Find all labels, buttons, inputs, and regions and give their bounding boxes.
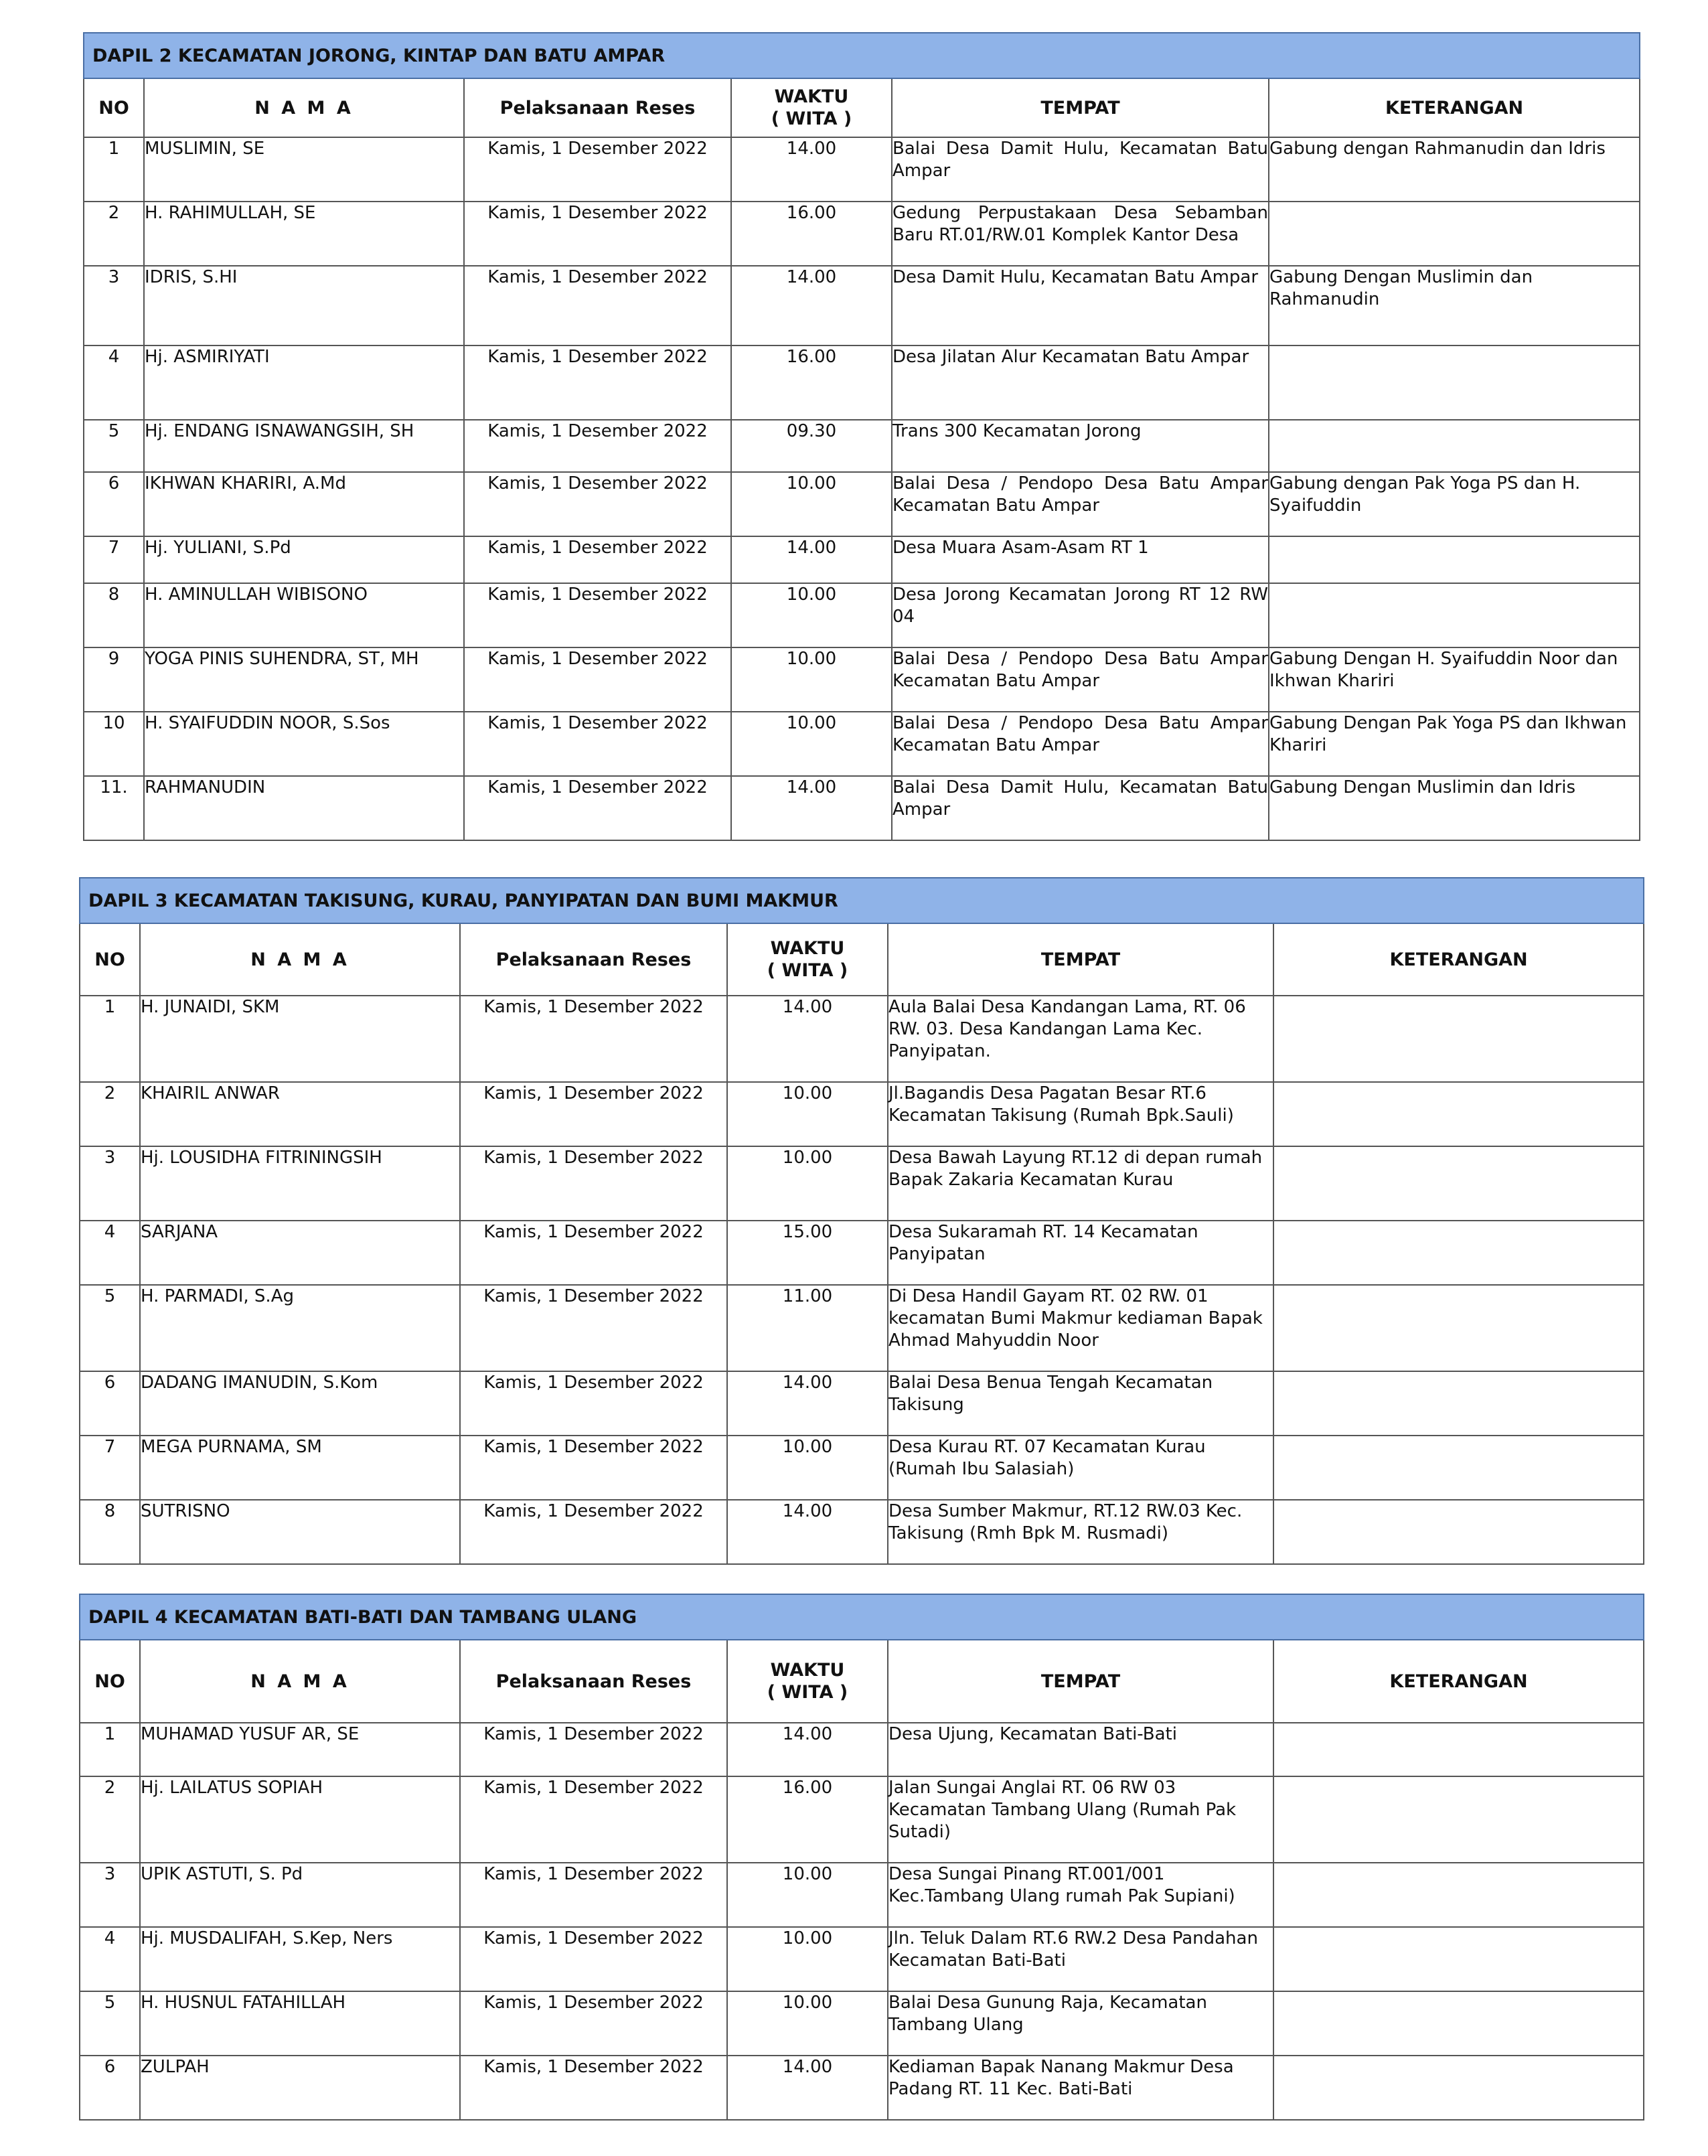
waktu-header-line2: ( WITA ) <box>771 108 852 129</box>
row-pelaksanaan: Kamis, 1 Desember 2022 <box>460 1082 727 1146</box>
row-no: 1 <box>80 996 140 1082</box>
row-nama: MUHAMAD YUSUF AR, SE <box>140 1723 460 1776</box>
row-tempat: Jln. Teluk Dalam RT.6 RW.2 Desa Pandahan Kecamatan Bati-Bati <box>888 1927 1273 1991</box>
row-nama: IDRIS, S.HI <box>144 266 464 345</box>
row-pelaksanaan: Kamis, 1 Desember 2022 <box>460 1776 727 1863</box>
row-nama: Hj. LOUSIDHA FITRININGSIH <box>140 1146 460 1221</box>
table-row <box>84 202 1640 266</box>
row-no: 6 <box>80 2056 140 2120</box>
table-row <box>84 420 1640 472</box>
row-pelaksanaan: Kamis, 1 Desember 2022 <box>460 1723 727 1776</box>
row-keterangan <box>1273 1723 1644 1776</box>
row-tempat: Desa Sukaramah RT. 14 Kecamatan Panyipatan <box>888 1221 1273 1285</box>
col-nama-header: N A M A <box>144 78 464 137</box>
dapil3-header-row <box>80 923 1644 996</box>
row-waktu: 10.00 <box>731 583 892 647</box>
table-row <box>80 1146 1644 1221</box>
table-row <box>80 1221 1644 1285</box>
waktu-header-line1: WAKTU <box>770 938 845 959</box>
row-keterangan: Gabung Dengan Muslimin dan Rahmanudin <box>1269 266 1640 345</box>
row-pelaksanaan: Kamis, 1 Desember 2022 <box>464 583 731 647</box>
col-pelaksanaan-header: Pelaksanaan Reses <box>464 78 731 137</box>
row-no: 4 <box>80 1927 140 1991</box>
table-row <box>84 266 1640 345</box>
row-pelaksanaan: Kamis, 1 Desember 2022 <box>460 1500 727 1564</box>
row-keterangan <box>1273 1285 1644 1371</box>
table-row <box>80 1082 1644 1146</box>
row-waktu: 10.00 <box>727 1863 888 1927</box>
dapil4-table <box>79 1594 1644 2121</box>
table-row <box>80 1285 1644 1371</box>
row-pelaksanaan: Kamis, 1 Desember 2022 <box>464 472 731 536</box>
row-tempat: Balai Desa / Pendopo Desa Batu Ampar Kecamatan Batu Ampar <box>892 472 1269 536</box>
row-pelaksanaan: Kamis, 1 Desember 2022 <box>464 202 731 266</box>
row-keterangan <box>1273 1776 1644 1863</box>
row-no: 4 <box>84 345 144 420</box>
row-tempat: Balai Desa Benua Tengah Kecamatan Takisung <box>888 1371 1273 1436</box>
row-waktu: 10.00 <box>727 1436 888 1500</box>
table-row <box>80 1776 1644 1863</box>
row-waktu: 14.00 <box>727 2056 888 2120</box>
row-waktu: 14.00 <box>731 266 892 345</box>
row-nama: SARJANA <box>140 1221 460 1285</box>
col-no-header: NO <box>80 923 140 996</box>
row-pelaksanaan: Kamis, 1 Desember 2022 <box>460 996 727 1082</box>
row-keterangan <box>1273 996 1644 1082</box>
row-pelaksanaan: Kamis, 1 Desember 2022 <box>460 1146 727 1221</box>
col-tempat-header: TEMPAT <box>892 78 1269 137</box>
row-nama: KHAIRIL ANWAR <box>140 1082 460 1146</box>
row-waktu: 14.00 <box>731 536 892 583</box>
row-nama: UPIK ASTUTI, S. Pd <box>140 1863 460 1927</box>
col-keterangan-header: KETERANGAN <box>1273 923 1644 996</box>
row-keterangan <box>1273 1436 1644 1500</box>
row-keterangan <box>1273 1991 1644 2056</box>
row-pelaksanaan: Kamis, 1 Desember 2022 <box>464 647 731 712</box>
row-keterangan: Gabung Dengan H. Syaifuddin Noor dan Ikhwan Khariri <box>1269 647 1640 712</box>
row-nama: RAHMANUDIN <box>144 776 464 840</box>
row-waktu: 16.00 <box>731 202 892 266</box>
row-nama: H. SYAIFUDDIN NOOR, S.Sos <box>144 712 464 776</box>
row-tempat: Balai Desa Damit Hulu, Kecamatan Batu Ampar <box>892 137 1269 202</box>
row-waktu: 14.00 <box>731 137 892 202</box>
table-row <box>80 1927 1644 1991</box>
col-tempat-header: TEMPAT <box>888 923 1273 996</box>
col-keterangan-header: KETERANGAN <box>1269 78 1640 137</box>
row-waktu: 10.00 <box>727 1927 888 1991</box>
table-row <box>80 1436 1644 1500</box>
row-nama: Hj. YULIANI, S.Pd <box>144 536 464 583</box>
row-keterangan <box>1273 1500 1644 1564</box>
row-tempat: Desa Kurau RT. 07 Kecamatan Kurau (Rumah Ibu Salasiah) <box>888 1436 1273 1500</box>
table-row <box>80 2056 1644 2120</box>
row-pelaksanaan: Kamis, 1 Desember 2022 <box>460 1927 727 1991</box>
dapil3-table <box>79 877 1644 1565</box>
row-tempat: Desa Sumber Makmur, RT.12 RW.03 Kec. Takisung (Rmh Bpk M. Rusmadi) <box>888 1500 1273 1564</box>
table-row <box>80 996 1644 1082</box>
row-nama: ZULPAH <box>140 2056 460 2120</box>
row-no: 5 <box>84 420 144 472</box>
row-tempat: Balai Desa Gunung Raja, Kecamatan Tambang Ulang <box>888 1991 1273 2056</box>
row-waktu: 15.00 <box>727 1221 888 1285</box>
table-row <box>84 345 1640 420</box>
col-tempat-header: TEMPAT <box>888 1640 1273 1723</box>
row-waktu: 14.00 <box>727 1500 888 1564</box>
row-keterangan <box>1273 2056 1644 2120</box>
row-nama: MEGA PURNAMA, SM <box>140 1436 460 1500</box>
row-no: 10 <box>84 712 144 776</box>
row-nama: MUSLIMIN, SE <box>144 137 464 202</box>
col-waktu-header <box>731 78 892 137</box>
row-waktu: 14.00 <box>731 776 892 840</box>
row-tempat: Balai Desa / Pendopo Desa Batu Ampar Kecamatan Batu Ampar <box>892 647 1269 712</box>
row-waktu: 16.00 <box>731 345 892 420</box>
table-row <box>84 536 1640 583</box>
row-waktu: 10.00 <box>727 1146 888 1221</box>
row-nama: IKHWAN KHARIRI, A.Md <box>144 472 464 536</box>
row-tempat: Desa Sungai Pinang RT.001/001 Kec.Tambang Ulang rumah Pak Supiani) <box>888 1863 1273 1927</box>
waktu-header-line2: ( WITA ) <box>767 960 848 981</box>
row-nama: Hj. LAILATUS SOPIAH <box>140 1776 460 1863</box>
row-tempat: Desa Jorong Kecamatan Jorong RT 12 RW 04 <box>892 583 1269 647</box>
row-waktu: 14.00 <box>727 1723 888 1776</box>
row-pelaksanaan: Kamis, 1 Desember 2022 <box>464 776 731 840</box>
row-keterangan <box>1273 1927 1644 1991</box>
table-row <box>80 1500 1644 1564</box>
row-keterangan <box>1269 583 1640 647</box>
row-no: 1 <box>84 137 144 202</box>
row-no: 8 <box>80 1500 140 1564</box>
row-pelaksanaan: Kamis, 1 Desember 2022 <box>464 345 731 420</box>
row-pelaksanaan: Kamis, 1 Desember 2022 <box>460 1436 727 1500</box>
table-row <box>84 583 1640 647</box>
col-keterangan-header: KETERANGAN <box>1273 1640 1644 1723</box>
row-no: 1 <box>80 1723 140 1776</box>
row-no: 11. <box>84 776 144 840</box>
table-row <box>84 647 1640 712</box>
row-no: 6 <box>80 1371 140 1436</box>
waktu-header-line2: ( WITA ) <box>767 1682 848 1703</box>
col-waktu-header <box>727 923 888 996</box>
row-keterangan <box>1273 1082 1644 1146</box>
row-tempat: Di Desa Handil Gayam RT. 02 RW. 01 kecamatan Bumi Makmur kediaman Bapak Ahmad Mahyuddin Noor <box>888 1285 1273 1371</box>
table-row <box>80 1991 1644 2056</box>
table-row <box>84 472 1640 536</box>
row-tempat: Balai Desa Damit Hulu, Kecamatan Batu Ampar <box>892 776 1269 840</box>
row-no: 9 <box>84 647 144 712</box>
row-keterangan <box>1273 1146 1644 1221</box>
row-tempat: Aula Balai Desa Kandangan Lama, RT. 06 RW. 03. Desa Kandangan Lama Kec. Panyipatan. <box>888 996 1273 1082</box>
table-row <box>84 776 1640 840</box>
row-nama: H. AMINULLAH WIBISONO <box>144 583 464 647</box>
row-nama: Hj. ASMIRIYATI <box>144 345 464 420</box>
row-waktu: 10.00 <box>731 712 892 776</box>
row-keterangan <box>1269 420 1640 472</box>
row-keterangan <box>1273 1221 1644 1285</box>
row-no: 7 <box>84 536 144 583</box>
dapil2-title: DAPIL 2 KECAMATAN JORONG, KINTAP DAN BATU AMPAR <box>84 33 1640 78</box>
row-keterangan: Gabung dengan Pak Yoga PS dan H. Syaifuddin <box>1269 472 1640 536</box>
row-no: 8 <box>84 583 144 647</box>
dapil3-title: DAPIL 3 KECAMATAN TAKISUNG, KURAU, PANYIPATAN DAN BUMI MAKMUR <box>80 878 1644 923</box>
row-pelaksanaan: Kamis, 1 Desember 2022 <box>464 712 731 776</box>
col-no-header: NO <box>80 1640 140 1723</box>
row-waktu: 14.00 <box>727 1371 888 1436</box>
row-pelaksanaan: Kamis, 1 Desember 2022 <box>460 1991 727 2056</box>
row-pelaksanaan: Kamis, 1 Desember 2022 <box>460 2056 727 2120</box>
row-nama: YOGA PINIS SUHENDRA, ST, MH <box>144 647 464 712</box>
row-keterangan <box>1273 1371 1644 1436</box>
row-tempat: Desa Ujung, Kecamatan Bati-Bati <box>888 1723 1273 1776</box>
row-nama: DADANG IMANUDIN, S.Kom <box>140 1371 460 1436</box>
row-pelaksanaan: Kamis, 1 Desember 2022 <box>460 1221 727 1285</box>
row-pelaksanaan: Kamis, 1 Desember 2022 <box>460 1863 727 1927</box>
dapil2-table <box>83 32 1640 841</box>
dapil4-header-row <box>80 1640 1644 1723</box>
dapil4-title: DAPIL 4 KECAMATAN BATI-BATI DAN TAMBANG ULANG <box>80 1594 1644 1640</box>
row-pelaksanaan: Kamis, 1 Desember 2022 <box>464 420 731 472</box>
table-row <box>80 1371 1644 1436</box>
row-no: 6 <box>84 472 144 536</box>
row-pelaksanaan: Kamis, 1 Desember 2022 <box>464 266 731 345</box>
dapil2-header-row <box>84 78 1640 137</box>
col-waktu-header <box>727 1640 888 1723</box>
row-pelaksanaan: Kamis, 1 Desember 2022 <box>464 137 731 202</box>
row-nama: Hj. ENDANG ISNAWANGSIH, SH <box>144 420 464 472</box>
row-no: 2 <box>80 1776 140 1863</box>
row-waktu: 10.00 <box>731 647 892 712</box>
row-keterangan <box>1269 536 1640 583</box>
row-nama: SUTRISNO <box>140 1500 460 1564</box>
row-keterangan <box>1273 1863 1644 1927</box>
row-no: 3 <box>84 266 144 345</box>
row-tempat: Desa Muara Asam-Asam RT 1 <box>892 536 1269 583</box>
col-nama-header: N A M A <box>140 923 460 996</box>
row-tempat: Kediaman Bapak Nanang Makmur Desa Padang RT. 11 Kec. Bati-Bati <box>888 2056 1273 2120</box>
row-keterangan <box>1269 345 1640 420</box>
row-nama: H. JUNAIDI, SKM <box>140 996 460 1082</box>
row-waktu: 14.00 <box>727 996 888 1082</box>
row-tempat: Jalan Sungai Anglai RT. 06 RW 03 Kecamatan Tambang Ulang (Rumah Pak Sutadi) <box>888 1776 1273 1863</box>
col-pelaksanaan-header: Pelaksanaan Reses <box>460 1640 727 1723</box>
row-keterangan: Gabung Dengan Pak Yoga PS dan Ikhwan Khariri <box>1269 712 1640 776</box>
row-keterangan: Gabung dengan Rahmanudin dan Idris <box>1269 137 1640 202</box>
row-tempat: Desa Bawah Layung RT.12 di depan rumah Bapak Zakaria Kecamatan Kurau <box>888 1146 1273 1221</box>
row-nama: H. HUSNUL FATAHILLAH <box>140 1991 460 2056</box>
row-keterangan <box>1269 202 1640 266</box>
row-keterangan: Gabung Dengan Muslimin dan Idris <box>1269 776 1640 840</box>
row-no: 5 <box>80 1285 140 1371</box>
row-no: 5 <box>80 1991 140 2056</box>
row-tempat: Balai Desa / Pendopo Desa Batu Ampar Kecamatan Batu Ampar <box>892 712 1269 776</box>
row-tempat: Desa Jilatan Alur Kecamatan Batu Ampar <box>892 345 1269 420</box>
row-nama: Hj. MUSDALIFAH, S.Kep, Ners <box>140 1927 460 1991</box>
waktu-header-line1: WAKTU <box>774 86 849 107</box>
col-no-header: NO <box>84 78 144 137</box>
row-pelaksanaan: Kamis, 1 Desember 2022 <box>464 536 731 583</box>
row-tempat: Desa Damit Hulu, Kecamatan Batu Ampar <box>892 266 1269 345</box>
row-tempat: Trans 300 Kecamatan Jorong <box>892 420 1269 472</box>
table-row <box>80 1863 1644 1927</box>
row-nama: H. PARMADI, S.Ag <box>140 1285 460 1371</box>
row-waktu: 10.00 <box>731 472 892 536</box>
row-pelaksanaan: Kamis, 1 Desember 2022 <box>460 1371 727 1436</box>
row-waktu: 16.00 <box>727 1776 888 1863</box>
row-no: 3 <box>80 1146 140 1221</box>
waktu-header-line1: WAKTU <box>770 1660 845 1681</box>
table-row <box>84 137 1640 202</box>
row-no: 4 <box>80 1221 140 1285</box>
col-nama-header: N A M A <box>140 1640 460 1723</box>
col-pelaksanaan-header: Pelaksanaan Reses <box>460 923 727 996</box>
row-no: 7 <box>80 1436 140 1500</box>
row-waktu: 11.00 <box>727 1285 888 1371</box>
row-no: 2 <box>80 1082 140 1146</box>
row-waktu: 10.00 <box>727 1991 888 2056</box>
row-waktu: 09.30 <box>731 420 892 472</box>
table-row <box>84 712 1640 776</box>
table-row <box>80 1723 1644 1776</box>
row-no: 3 <box>80 1863 140 1927</box>
row-nama: H. RAHIMULLAH, SE <box>144 202 464 266</box>
row-waktu: 10.00 <box>727 1082 888 1146</box>
row-pelaksanaan: Kamis, 1 Desember 2022 <box>460 1285 727 1371</box>
row-tempat: Jl.Bagandis Desa Pagatan Besar RT.6 Kecamatan Takisung (Rumah Bpk.Sauli) <box>888 1082 1273 1146</box>
row-tempat: Gedung Perpustakaan Desa Sebamban Baru RT.01/RW.01 Komplek Kantor Desa <box>892 202 1269 266</box>
row-no: 2 <box>84 202 144 266</box>
